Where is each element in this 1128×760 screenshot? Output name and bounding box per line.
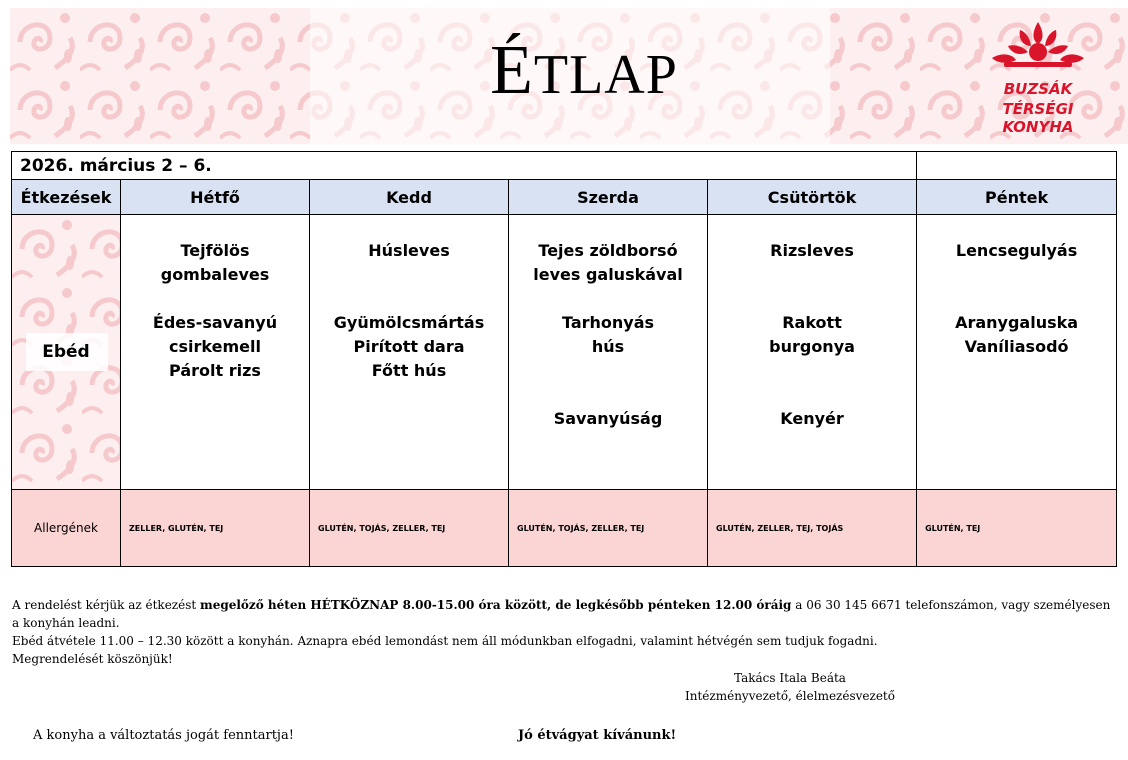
dish-line [509, 287, 707, 311]
dish-line [310, 287, 508, 311]
dish-list [121, 215, 309, 383]
allergen-label: Allergének [12, 490, 121, 567]
order-deadline: megelőző héten HÉTKÖZNAP 8.00-15.00 óra között, de legkésőbb pénteken 12.00 óráig [200, 598, 792, 612]
allergens-friday: GLUTÉN, TEJ [917, 490, 1117, 567]
lunch-category-cell [12, 215, 121, 490]
dish-line: Főtt hús [371, 361, 447, 380]
allergens-monday: ZELLER, GLUTÉN, TEJ [121, 490, 310, 567]
date-row-empty-cell [917, 152, 1117, 180]
dish-line: Kenyér [780, 409, 844, 428]
dish-list [708, 215, 916, 431]
dish-line: gombaleves [160, 265, 270, 284]
dish-line [708, 383, 916, 407]
logo-line-2: TÉRSÉGI KONYHA [1002, 100, 1074, 136]
dishes-monday [121, 215, 310, 490]
dishes-tuesday [310, 215, 509, 490]
logo-line-1: BUZSÁK [1003, 80, 1073, 98]
dish-line: leves galuskával [533, 265, 683, 284]
dish-line: Lencsegulyás [955, 241, 1078, 260]
page-title [0, 33, 1128, 113]
dish-line [708, 359, 916, 383]
dish-line: Rizsleves [770, 241, 854, 260]
dish-line: Savanyúság [553, 409, 663, 428]
dish-line: Tejes zöldborsó [538, 241, 678, 260]
dish-line [708, 287, 916, 311]
order-instructions [12, 596, 1120, 632]
bon-appetit: Jó étvágyat kívánunk! [518, 728, 677, 743]
dishes-friday [917, 215, 1117, 490]
signature-role: Intézményvezető, élelmezésvezető [685, 689, 895, 703]
title-initial: É [490, 32, 534, 109]
dish-line: Gyümölcsmártás [333, 313, 485, 332]
lunch-row [12, 215, 1117, 490]
title-rest: TLAP [533, 44, 678, 106]
dish-line: Aranygaluska [955, 313, 1079, 332]
day-header-wednesday: Szerda [509, 180, 708, 215]
order-text-2: a 06 30 145 6671 telefonszámon, vagy személyesen a konyhán leadni. [12, 598, 1111, 630]
dish-line [917, 263, 1116, 287]
ordering-info [12, 596, 1120, 668]
dish-line [708, 263, 916, 287]
dish-line [509, 359, 707, 383]
day-header-thursday: Csütörtök [708, 180, 917, 215]
date-row [12, 152, 1117, 180]
dishes-wednesday [509, 215, 708, 490]
allergen-row [12, 490, 1117, 567]
day-header-monday: Hétfő [121, 180, 310, 215]
allergens-thursday: GLUTÉN, ZELLER, TEJ, TOJÁS [708, 490, 917, 567]
dish-line: Húsleves [368, 241, 450, 260]
dishes-thursday [708, 215, 917, 490]
dish-line [509, 383, 707, 407]
dish-line: Tarhonyás [561, 313, 655, 332]
dish-line: Párolt rizs [169, 361, 261, 380]
kitchen-logo [968, 18, 1108, 136]
dish-line [121, 287, 309, 311]
dish-list [509, 215, 707, 431]
dish-line: Tejfölös [180, 241, 250, 260]
pickup-info: Ebéd átvétele 11.00 – 12.30 között a konyhán. Aznapra ebéd lemondást nem áll módunkban elfogadni, valamint hétvégén sem tudjuk fogadni. [12, 634, 878, 648]
dish-line [310, 263, 508, 287]
date-range: 2026. március 2 – 6. [12, 152, 917, 180]
signature-name: Takács Itala Beáta [734, 671, 846, 685]
flower-emblem-icon [968, 18, 1108, 74]
dish-line: Vaníliasodó [964, 337, 1069, 356]
dish-line: hús [591, 337, 625, 356]
day-header-tuesday: Kedd [310, 180, 509, 215]
order-text-1: A rendelést kérjük az étkezést [12, 598, 201, 612]
allergens-tuesday: GLUTÉN, TOJÁS, ZELLER, TEJ [310, 490, 509, 567]
dish-line: Rakott [782, 313, 842, 332]
day-header-row [12, 180, 1117, 215]
dish-line: Pirított dara [353, 337, 465, 356]
lunch-label: Ebéd [42, 342, 90, 362]
dish-line: csirkemell [169, 337, 261, 356]
dish-line: Édes-savanyú [152, 313, 278, 332]
dish-line: burgonya [769, 337, 855, 356]
meal-column-header: Étkezések [12, 180, 121, 215]
allergens-wednesday: GLUTÉN, TOJÁS, ZELLER, TEJ [509, 490, 708, 567]
signature-block [630, 669, 950, 705]
thanks-text: Megrendelését köszönjük! [12, 652, 173, 666]
day-header-friday: Péntek [917, 180, 1117, 215]
change-notice: A konyha a változtatás jogát fenntartja! [33, 728, 294, 743]
weekly-menu-table [11, 151, 1117, 567]
dish-line [917, 287, 1116, 311]
dish-list [917, 215, 1116, 359]
dish-list [310, 215, 508, 383]
